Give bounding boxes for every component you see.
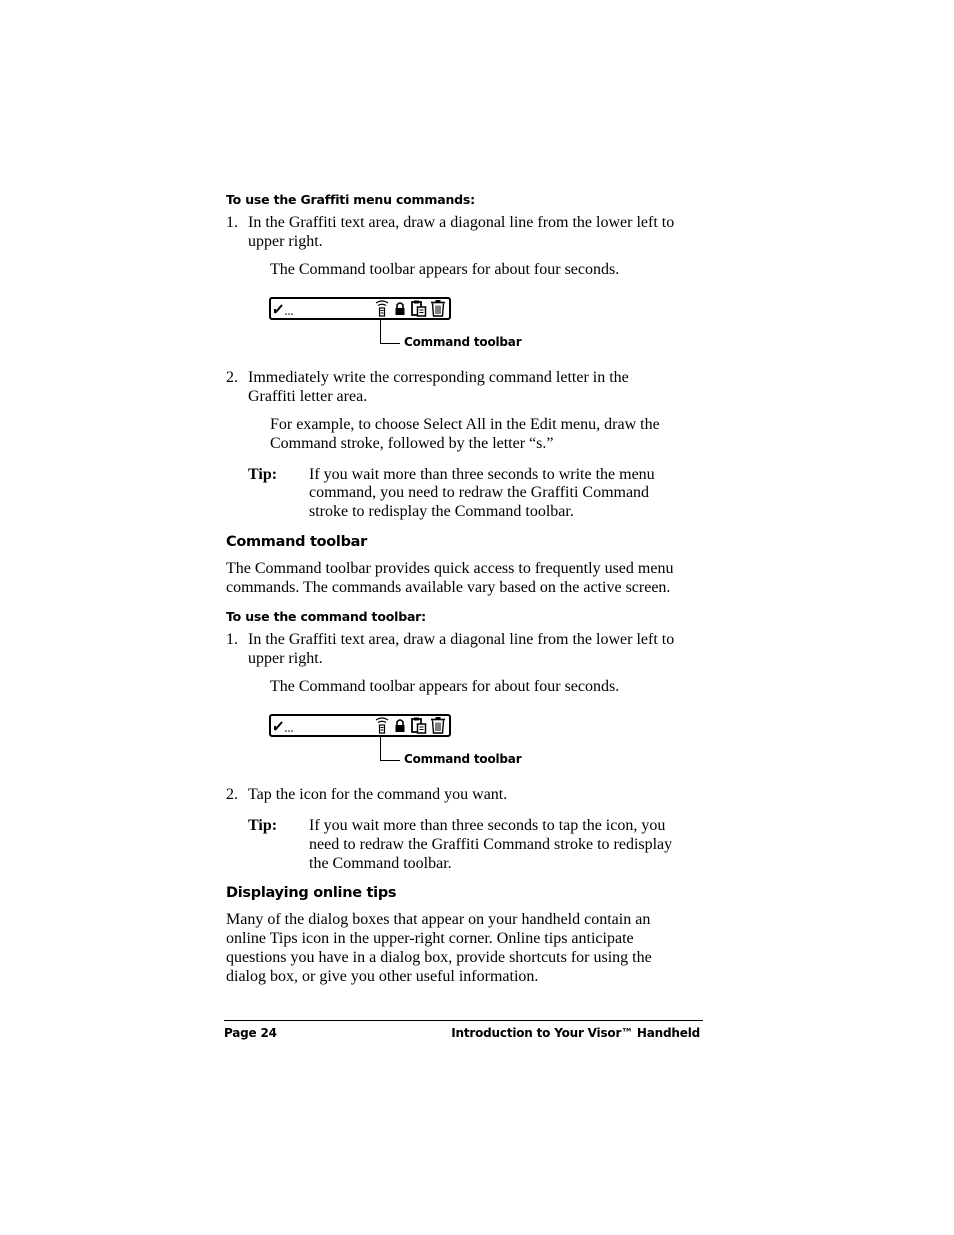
caption-leader-line (380, 737, 400, 761)
trash-icon (429, 716, 447, 735)
paragraph-text: commands. The commands available vary based on the active screen. (226, 579, 671, 596)
book-title: Introduction to Your Visor™ Handheld (451, 1026, 700, 1040)
step-text: In the Graffiti text area, draw a diagonal line from the lower left to (248, 214, 675, 231)
figure-caption: Command toolbar (404, 335, 522, 349)
tip-text: need to redraw the Graffiti Command stroke to redisplay (309, 836, 673, 853)
section-heading: Command toolbar (226, 534, 367, 550)
tip-text: stroke to redisplay the Command toolbar. (309, 503, 574, 520)
footer-rule (224, 1020, 703, 1021)
section-heading: Displaying online tips (226, 885, 397, 901)
tip-text: the Command toolbar. (309, 855, 452, 872)
caption-leader-line (380, 320, 400, 344)
paragraph-text: Many of the dialog boxes that appear on your handheld contain an (226, 911, 651, 928)
paragraph-text: online Tips icon in the upper-right corner. Online tips anticipate (226, 930, 634, 947)
tip-label: Tip: (248, 817, 278, 834)
lock-icon (393, 716, 407, 735)
procedure-title: To use the command toolbar: (226, 609, 426, 624)
step-example: For example, to choose Select All in the Edit menu, draw the (270, 416, 660, 433)
beam-icon (374, 299, 390, 318)
tip-text: If you wait more than three seconds to write the menu (309, 466, 655, 483)
step-result: The Command toolbar appears for about four seconds. (270, 678, 620, 695)
step-example: Command stroke, followed by the letter “s.” (270, 435, 554, 452)
beam-icon (374, 716, 390, 735)
paragraph-text: dialog box, or give you other useful information. (226, 968, 539, 985)
step-number: 1. (226, 214, 238, 231)
step-number: 2. (226, 369, 238, 386)
command-toolbar-image (269, 297, 451, 320)
step-result: The Command toolbar appears for about four seconds. (270, 261, 620, 278)
paragraph-text: The Command toolbar provides quick access to frequently used menu (226, 560, 674, 577)
paste-icon (410, 716, 428, 735)
step-text: Immediately write the corresponding command letter in the (248, 369, 629, 386)
tip-label: Tip: (248, 466, 278, 483)
figure-caption: Command toolbar (404, 752, 522, 766)
procedure-title: To use the Graffiti menu commands: (226, 192, 475, 207)
page-number: Page 24 (224, 1026, 277, 1040)
command-stroke-icon (273, 299, 297, 318)
tip-text: command, you need to redraw the Graffiti Command (309, 484, 650, 501)
step-number: 2. (226, 786, 238, 803)
step-text: Tap the icon for the command you want. (248, 786, 508, 803)
step-text: In the Graffiti text area, draw a diagonal line from the lower left to (248, 631, 675, 648)
trash-icon (429, 299, 447, 318)
command-toolbar-image (269, 714, 451, 737)
paste-icon (410, 299, 428, 318)
step-text: upper right. (248, 233, 323, 250)
step-text: Graffiti letter area. (248, 388, 368, 405)
tip-text: If you wait more than three seconds to tap the icon, you (309, 817, 666, 834)
lock-icon (393, 299, 407, 318)
paragraph-text: questions you have in a dialog box, provide shortcuts for using the (226, 949, 652, 966)
step-number: 1. (226, 631, 238, 648)
command-stroke-icon (273, 716, 297, 735)
step-text: upper right. (248, 650, 323, 667)
